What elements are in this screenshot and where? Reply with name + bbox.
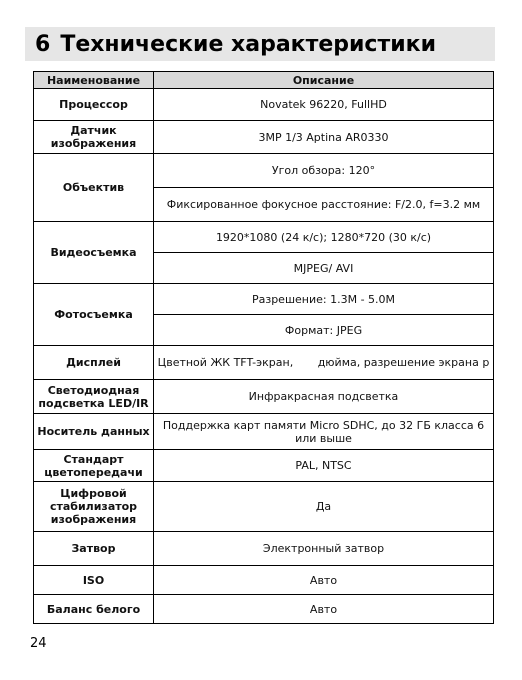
spec-value: Да — [154, 482, 494, 532]
table-row — [34, 284, 494, 315]
section-title: Технические характеристики — [60, 31, 436, 57]
spec-value: Авто — [154, 595, 494, 624]
table-row — [34, 482, 494, 532]
table-row — [34, 346, 494, 380]
spec-value: 3MP 1/3 Aptina AR0330 — [154, 121, 494, 154]
table-row — [34, 532, 494, 566]
spec-name: ISO — [34, 566, 154, 595]
spec-value: 1920*1080 (24 к/с); 1280*720 (30 к/с) — [154, 222, 494, 253]
spec-name: Процессор — [34, 89, 154, 121]
spec-value: PAL, NTSC — [154, 450, 494, 482]
column-header-description: Описание — [154, 72, 494, 89]
table-row — [34, 380, 494, 414]
table-row — [34, 414, 494, 450]
spec-name: Объектив — [34, 154, 154, 222]
spec-value: Разрешение: 1.3M - 5.0M — [154, 284, 494, 315]
section-number: 6 — [35, 31, 51, 57]
spec-name: Баланс белого — [34, 595, 154, 624]
table-row — [34, 566, 494, 595]
spec-name: Видеосъемка — [34, 222, 154, 284]
spec-name: Датчик изображения — [34, 121, 154, 154]
spec-name: Затвор — [34, 532, 154, 566]
column-header-name: Наименование — [34, 72, 154, 89]
spec-value: Электронный затвор — [154, 532, 494, 566]
spec-value: Novatek 96220, FullHD — [154, 89, 494, 121]
table-row — [34, 154, 494, 188]
spec-name: Носитель данных — [34, 414, 154, 450]
spec-value: Формат: JPEG — [154, 315, 494, 346]
table-header-row — [34, 72, 494, 89]
section-heading — [25, 27, 495, 61]
spec-name: Стандарт цветопередачи — [34, 450, 154, 482]
spec-name: Светодиодная подсветка LED/IR — [34, 380, 154, 414]
spec-value: Угол обзора: 120° — [154, 154, 494, 188]
spec-name: Дисплей — [34, 346, 154, 380]
spec-name: Фотосъемка — [34, 284, 154, 346]
spec-value: Фиксированное фокусное расстояние: F/2.0, f=3.2 мм — [154, 188, 494, 222]
spec-value: Авто — [154, 566, 494, 595]
page-number: 24 — [30, 636, 47, 651]
spec-name: Цифровой стабилизатор изображения — [34, 482, 154, 532]
table-row — [34, 222, 494, 253]
spec-value: Поддержка карт памяти Micro SDHC, до 32 ГБ класса 6 или выше — [154, 414, 494, 450]
table-row — [34, 450, 494, 482]
table-row — [34, 89, 494, 121]
spec-value: Цветной ЖК TFT-экран, дюйма, разрешение экрана р — [154, 346, 494, 380]
table-row — [34, 595, 494, 624]
table-row — [34, 121, 494, 154]
specifications-table — [33, 71, 494, 624]
spec-value: Инфракрасная подсветка — [154, 380, 494, 414]
spec-value: MJPEG/ AVI — [154, 253, 494, 284]
